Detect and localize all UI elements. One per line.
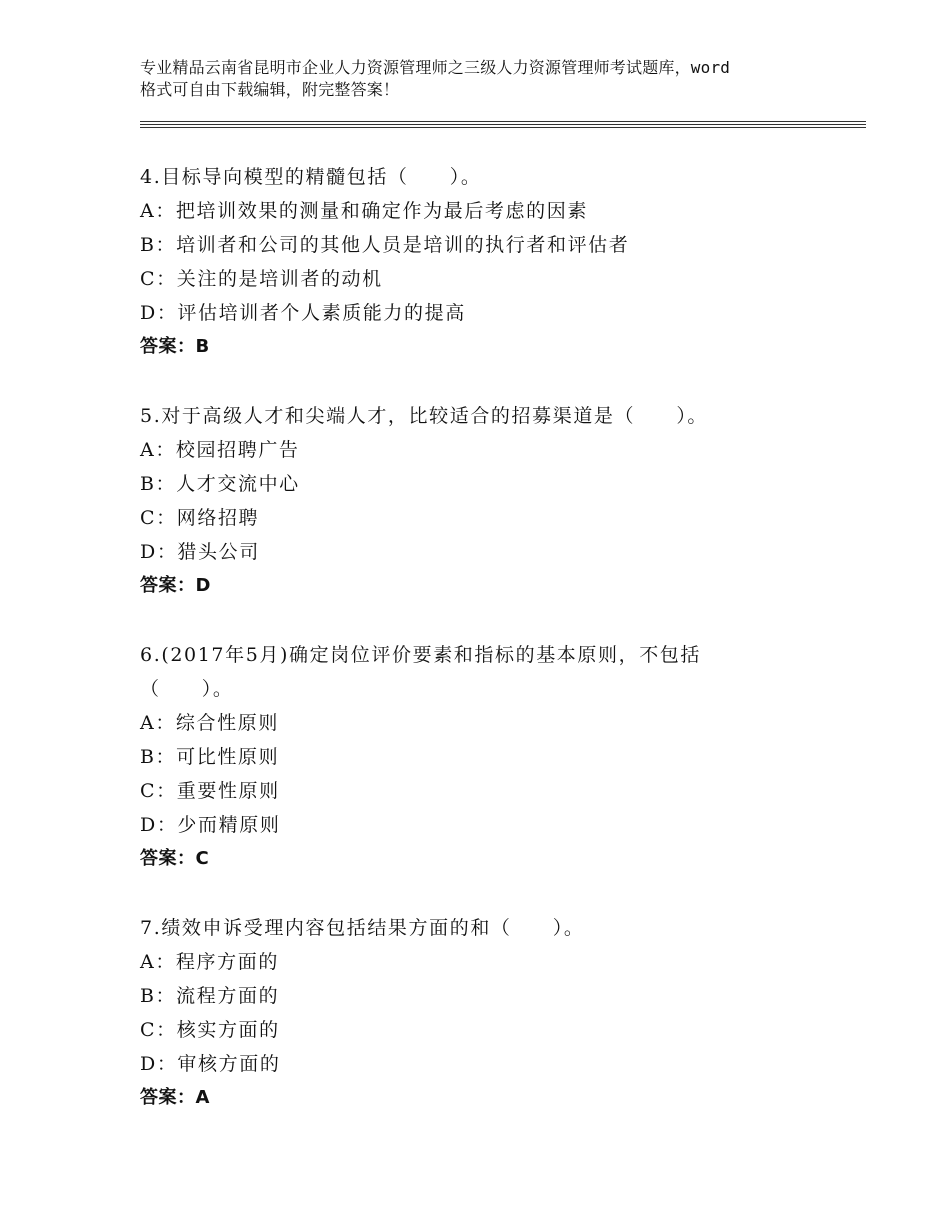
option-c: C：关注的是培训者的动机: [140, 268, 383, 290]
answer-label: 答案：A: [140, 1087, 210, 1108]
option-d: D：评估培训者个人素质能力的提高: [140, 302, 466, 324]
header-title-line-1: 专业精品云南省昆明市企业人力资源管理师之三级人力资源管理师考试题库，word: [140, 58, 731, 77]
header-divider-middle: [140, 124, 866, 125]
question-item: [140, 638, 840, 876]
option-b: B：人才交流中心: [140, 473, 300, 495]
question-stem: 6.(2017年5月)确定岗位评价要素和指标的基本原则，不包括: [140, 644, 701, 666]
question-item: [140, 160, 840, 364]
option-c: C：核实方面的: [140, 1019, 280, 1041]
header-divider-top: [140, 121, 866, 122]
question-spacer: [140, 876, 840, 911]
option-c: C：网络招聘: [140, 507, 260, 529]
option-b: B：流程方面的: [140, 985, 280, 1007]
option-b: B：可比性原则: [140, 746, 280, 768]
question-stem: 4.目标导向模型的精髓包括（ ）。: [140, 166, 482, 188]
header-divider-bottom: [140, 127, 866, 128]
answer-label: 答案：B: [140, 336, 210, 357]
option-d: D：猎头公司: [140, 541, 260, 563]
question-item: [140, 399, 840, 603]
option-a: A：把培训效果的测量和确定作为最后考虑的因素: [140, 200, 588, 222]
option-d: D：审核方面的: [140, 1053, 281, 1075]
option-a: A：校园招聘广告: [140, 439, 300, 461]
question-stem: 5.对于高级人才和尖端人才，比较适合的招募渠道是（ ）。: [140, 405, 709, 427]
option-b: B：培训者和公司的其他人员是培训的执行者和评估者: [140, 234, 630, 256]
question-list: [140, 160, 840, 1115]
option-a: A：综合性原则: [140, 712, 279, 734]
question-spacer: [140, 364, 840, 399]
question-item: [140, 911, 840, 1115]
question-spacer: [140, 603, 840, 638]
option-a: A：程序方面的: [140, 951, 279, 973]
document-header: [140, 57, 830, 101]
question-stem-continued: （ ）。: [140, 678, 234, 700]
answer-label: 答案：C: [140, 848, 210, 869]
header-title-line-2: 格式可自由下载编辑，附完整答案！: [140, 80, 400, 99]
option-d: D：少而精原则: [140, 814, 281, 836]
question-stem: 7.绩效申诉受理内容包括结果方面的和（ ）。: [140, 917, 585, 939]
option-c: C：重要性原则: [140, 780, 280, 802]
answer-label: 答案：D: [140, 575, 211, 596]
